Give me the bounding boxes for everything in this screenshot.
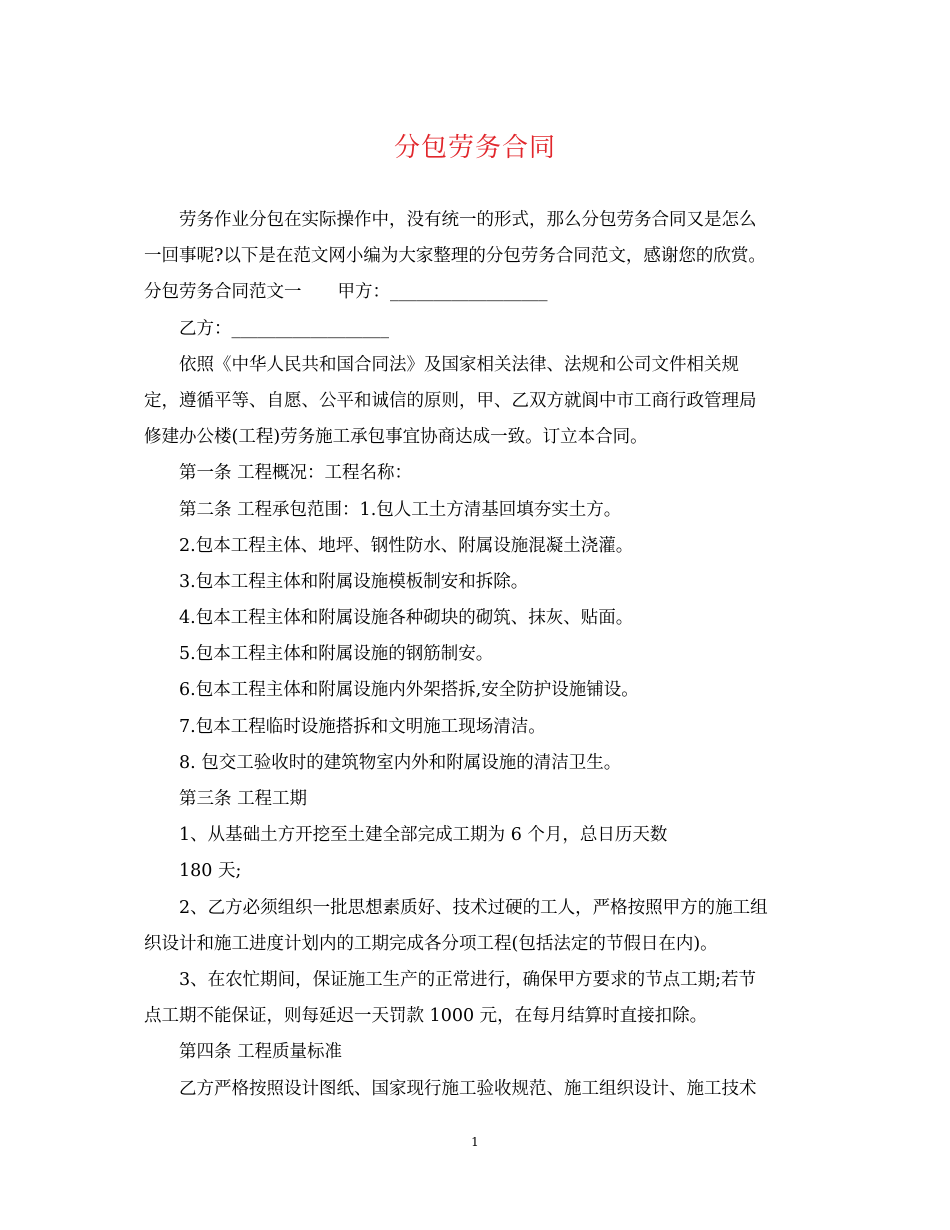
paragraph-line: 3、在农忙期间，保证施工生产的正常进行，确保甲方要求的节点工期;若节 [179,969,757,990]
document-title: 分包劳务合同 [393,133,556,163]
paragraph-line: 修建办公楼(工程)劳务施工承包事宜协商达成一致。订立本合同。 [144,427,648,448]
list-item: 3.包本工程主体和附属设施模板制安和拆除。 [179,571,529,592]
article-heading: 第三条 工程工期 [179,789,308,809]
paragraph-line [144,274,808,310]
paragraph-line: 定，遵循平等、自愿、公平和诚信的原则，甲、乙双方就阆中市工商行政管理局 [144,390,757,411]
document-body [144,202,808,1107]
paragraph-line: 织设计和施工进度计划内的工期完成各分项工程(包括法定的节假日在内)。 [144,933,718,954]
paragraph-line: 劳务作业分包在实际操作中，没有统一的形式，那么分包劳务合同又是怎么 [179,210,757,230]
list-item: 2.包本工程主体、地坪、钢性防水、附属设施混凝土浇灌。 [179,535,634,556]
list-item: 5.包本工程主体和附属设施的钢筋制安。 [179,644,494,665]
paragraph-line: 乙方严格按照设计图纸、国家现行施工验收规范、施工组织设计、施工技术 [179,1078,757,1099]
page-number: 1 [471,1135,479,1149]
list-item: 8. 包交工验收时的建筑物室内外和附属设施的清洁卫生。 [179,752,622,773]
list-item: 4.包本工程主体和附属设施各种砌块的砌筑、抹灰、贴面。 [179,608,634,629]
list-item: 7.包本工程临时设施搭拆和文明施工现场清洁。 [179,716,546,737]
list-item: 6.包本工程主体和附属设施内外架搭拆,安全防护设施铺设。 [179,680,639,701]
paragraph-line: 一回事呢?以下是在范文网小编为大家整理的分包劳务合同范文，感谢您的欣赏。 [144,246,766,267]
party-a-field: 甲方：__________________ [337,282,548,303]
article-heading: 第二条 工程承包范围：1.包人工土方清基回填夯实土方。 [179,499,622,520]
paragraph-line: 2、乙方必须组织一批思想素质好、技术过硬的工人，严格按照甲方的施工组 [179,897,768,918]
party-b-field: 乙方：__________________ [179,318,389,339]
article-heading: 第四条 工程质量标准 [179,1042,343,1063]
article-heading: 第一条 工程概况：工程名称： [179,463,413,484]
paragraph-line: 1、从基础土方开挖至土建全部完成工期为 6 个月，总日历天数 [179,825,668,846]
paragraph-line: 依照《中华人民共和国合同法》及国家相关法律、法规和公司文件相关规 [179,354,739,375]
sample-heading: 分包劳务合同范文一 [144,282,302,303]
paragraph-line: 点工期不能保证，则每延迟一天罚款 1000 元，在每月结算时直接扣除。 [144,1006,708,1027]
paragraph-line: 180 天; [179,861,242,882]
